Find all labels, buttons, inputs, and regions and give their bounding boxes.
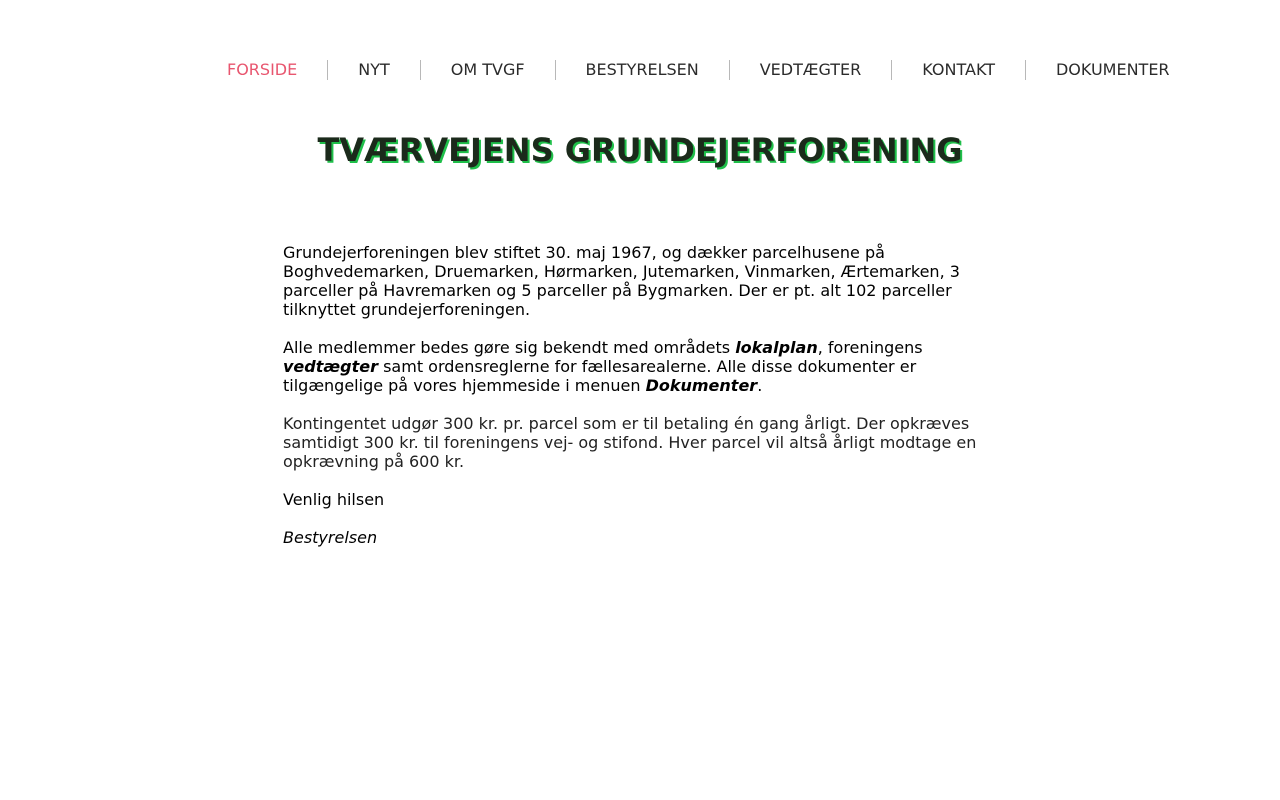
signature-text: Bestyrelsen	[283, 528, 378, 547]
signature	[283, 528, 993, 547]
page-title: TVÆRVEJENS GRUNDEJERFORENING	[317, 131, 963, 169]
nav-item-forside[interactable]: FORSIDE	[227, 60, 298, 79]
main-content	[283, 243, 993, 566]
nav-item-bestyrelsen[interactable]: BESTYRELSEN	[585, 60, 699, 79]
nav-item-vedtaegter[interactable]: VEDTÆGTER	[759, 60, 862, 79]
nav-item-kontakt[interactable]: KONTAKT	[922, 60, 995, 79]
documents-text-4: .	[757, 376, 763, 395]
intro-paragraph: Grundejerforeningen blev stiftet 30. maj 1967, og dækker parcelhusene på Boghvedemarken, Druemarken, Hørmarken, Jutemarken, Vinmarken, Ærtemarken, 3 parceller på Havremarken og 5 parceller på Bygmarken. Der er pt. alt 102 parceller tilknyttet grundejerforeningen.	[283, 243, 960, 319]
documents-text-3: samt ordensreglerne for fællesarealerne. Alle disse dokumenter er tilgængelige på vores hjemmeside i menuen	[283, 357, 917, 395]
greeting: Venlig hilsen	[283, 490, 385, 509]
documents-text-1: Alle medlemmer bedes gøre sig bekendt med områdets	[283, 338, 736, 357]
documents-paragraph	[283, 338, 993, 395]
vedtaegter-link[interactable]: vedtægter	[283, 357, 378, 376]
dokumenter-link[interactable]: Dokumenter	[645, 376, 758, 395]
nav-item-nyt[interactable]: NYT	[358, 60, 390, 79]
nav-item-dokumenter[interactable]: DOKUMENTER	[1055, 60, 1170, 79]
documents-text-2: , foreningens	[817, 338, 923, 357]
lokalplan-link[interactable]: lokalplan	[735, 338, 818, 357]
fee-paragraph: Kontingentet udgør 300 kr. pr. parcel som er til betaling én gang årligt. Der opkræves samtidigt 300 kr. til foreningens vej- og stifond. Hver parcel vil altså årligt modtage en opkrævning på 600 kr.	[283, 414, 977, 471]
main-nav	[197, 58, 1200, 82]
nav-item-om-tvgf[interactable]: OM TVGF	[450, 60, 525, 79]
